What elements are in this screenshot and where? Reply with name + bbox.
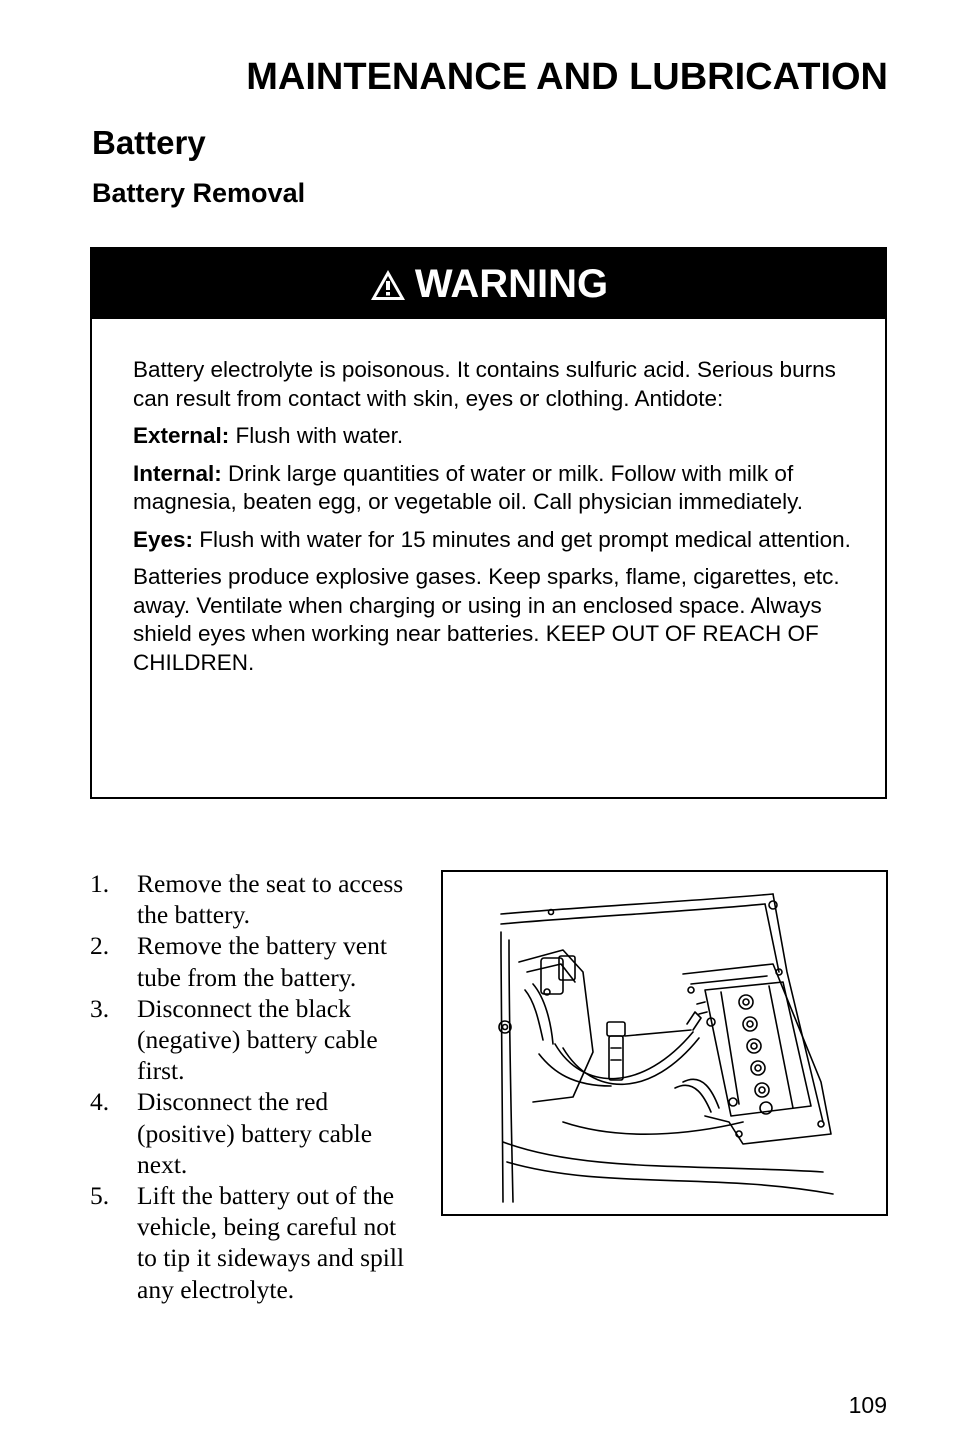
page-number: 109 <box>848 1392 887 1418</box>
step-text: Remove the seat to access the battery. <box>137 869 404 930</box>
warning-text: Flush with water for 15 minutes and get prompt medical attention. <box>193 526 851 552</box>
list-item <box>90 993 410 1087</box>
warning-label: WARNING <box>414 261 609 306</box>
warning-closing: Batteries produce explosive gases. Keep sparks, flame, cigarettes, etc. away. Ventilate when charging or using in an enclosed space. Always shield eyes when working near batteries. KEEP OUT OF REACH OF CHILDREN. <box>133 564 840 675</box>
warning-text: Drink large quantities of water or milk. Follow with milk of magnesia, beaten egg, or vegetable oil. Call physician immediately. <box>133 460 803 514</box>
list-item <box>90 868 410 930</box>
warning-item-internal <box>133 460 853 517</box>
step-text: Disconnect the red (positive) battery cable next. <box>137 1087 373 1179</box>
step-number: 3. <box>90 993 110 1023</box>
list-item <box>90 1086 410 1180</box>
page-header-title: MAINTENANCE AND LUBRICATION <box>246 56 888 98</box>
step-text: Lift the battery out of the vehicle, being careful not to tip it sideways and spill any electrolyte. <box>137 1181 405 1304</box>
step-number: 1. <box>90 869 110 898</box>
warning-term: Internal: <box>133 460 222 486</box>
warning-triangle-icon <box>369 268 407 302</box>
battery-figure <box>441 870 888 1216</box>
list-item <box>90 930 410 992</box>
step-text: Disconnect the black (negative) battery cable first. <box>137 993 378 1086</box>
battery-compartment-illustration <box>443 872 886 1214</box>
warning-intro: Battery electrolyte is poisonous. It contains sulfuric acid. Serious burns can result from contact with skin, eyes or clothing. Antidote: <box>133 357 836 411</box>
warning-item-external <box>133 422 853 451</box>
warning-term: Eyes: <box>133 526 194 552</box>
subsection-title: Battery Removal <box>92 178 306 208</box>
warning-box <box>90 247 887 799</box>
step-text: Remove the battery vent tube from the battery. <box>137 931 387 992</box>
warning-term: External: <box>133 423 230 448</box>
warning-body <box>133 356 853 686</box>
step-number: 5. <box>90 1181 110 1211</box>
warning-text: Flush with water. <box>229 423 404 448</box>
warning-banner <box>92 249 885 319</box>
step-number: 4. <box>90 1087 110 1117</box>
removal-steps-list <box>90 868 410 1305</box>
section-title: Battery <box>92 124 206 161</box>
list-item <box>90 1180 410 1305</box>
step-number: 2. <box>90 931 110 961</box>
warning-item-eyes <box>133 526 853 555</box>
